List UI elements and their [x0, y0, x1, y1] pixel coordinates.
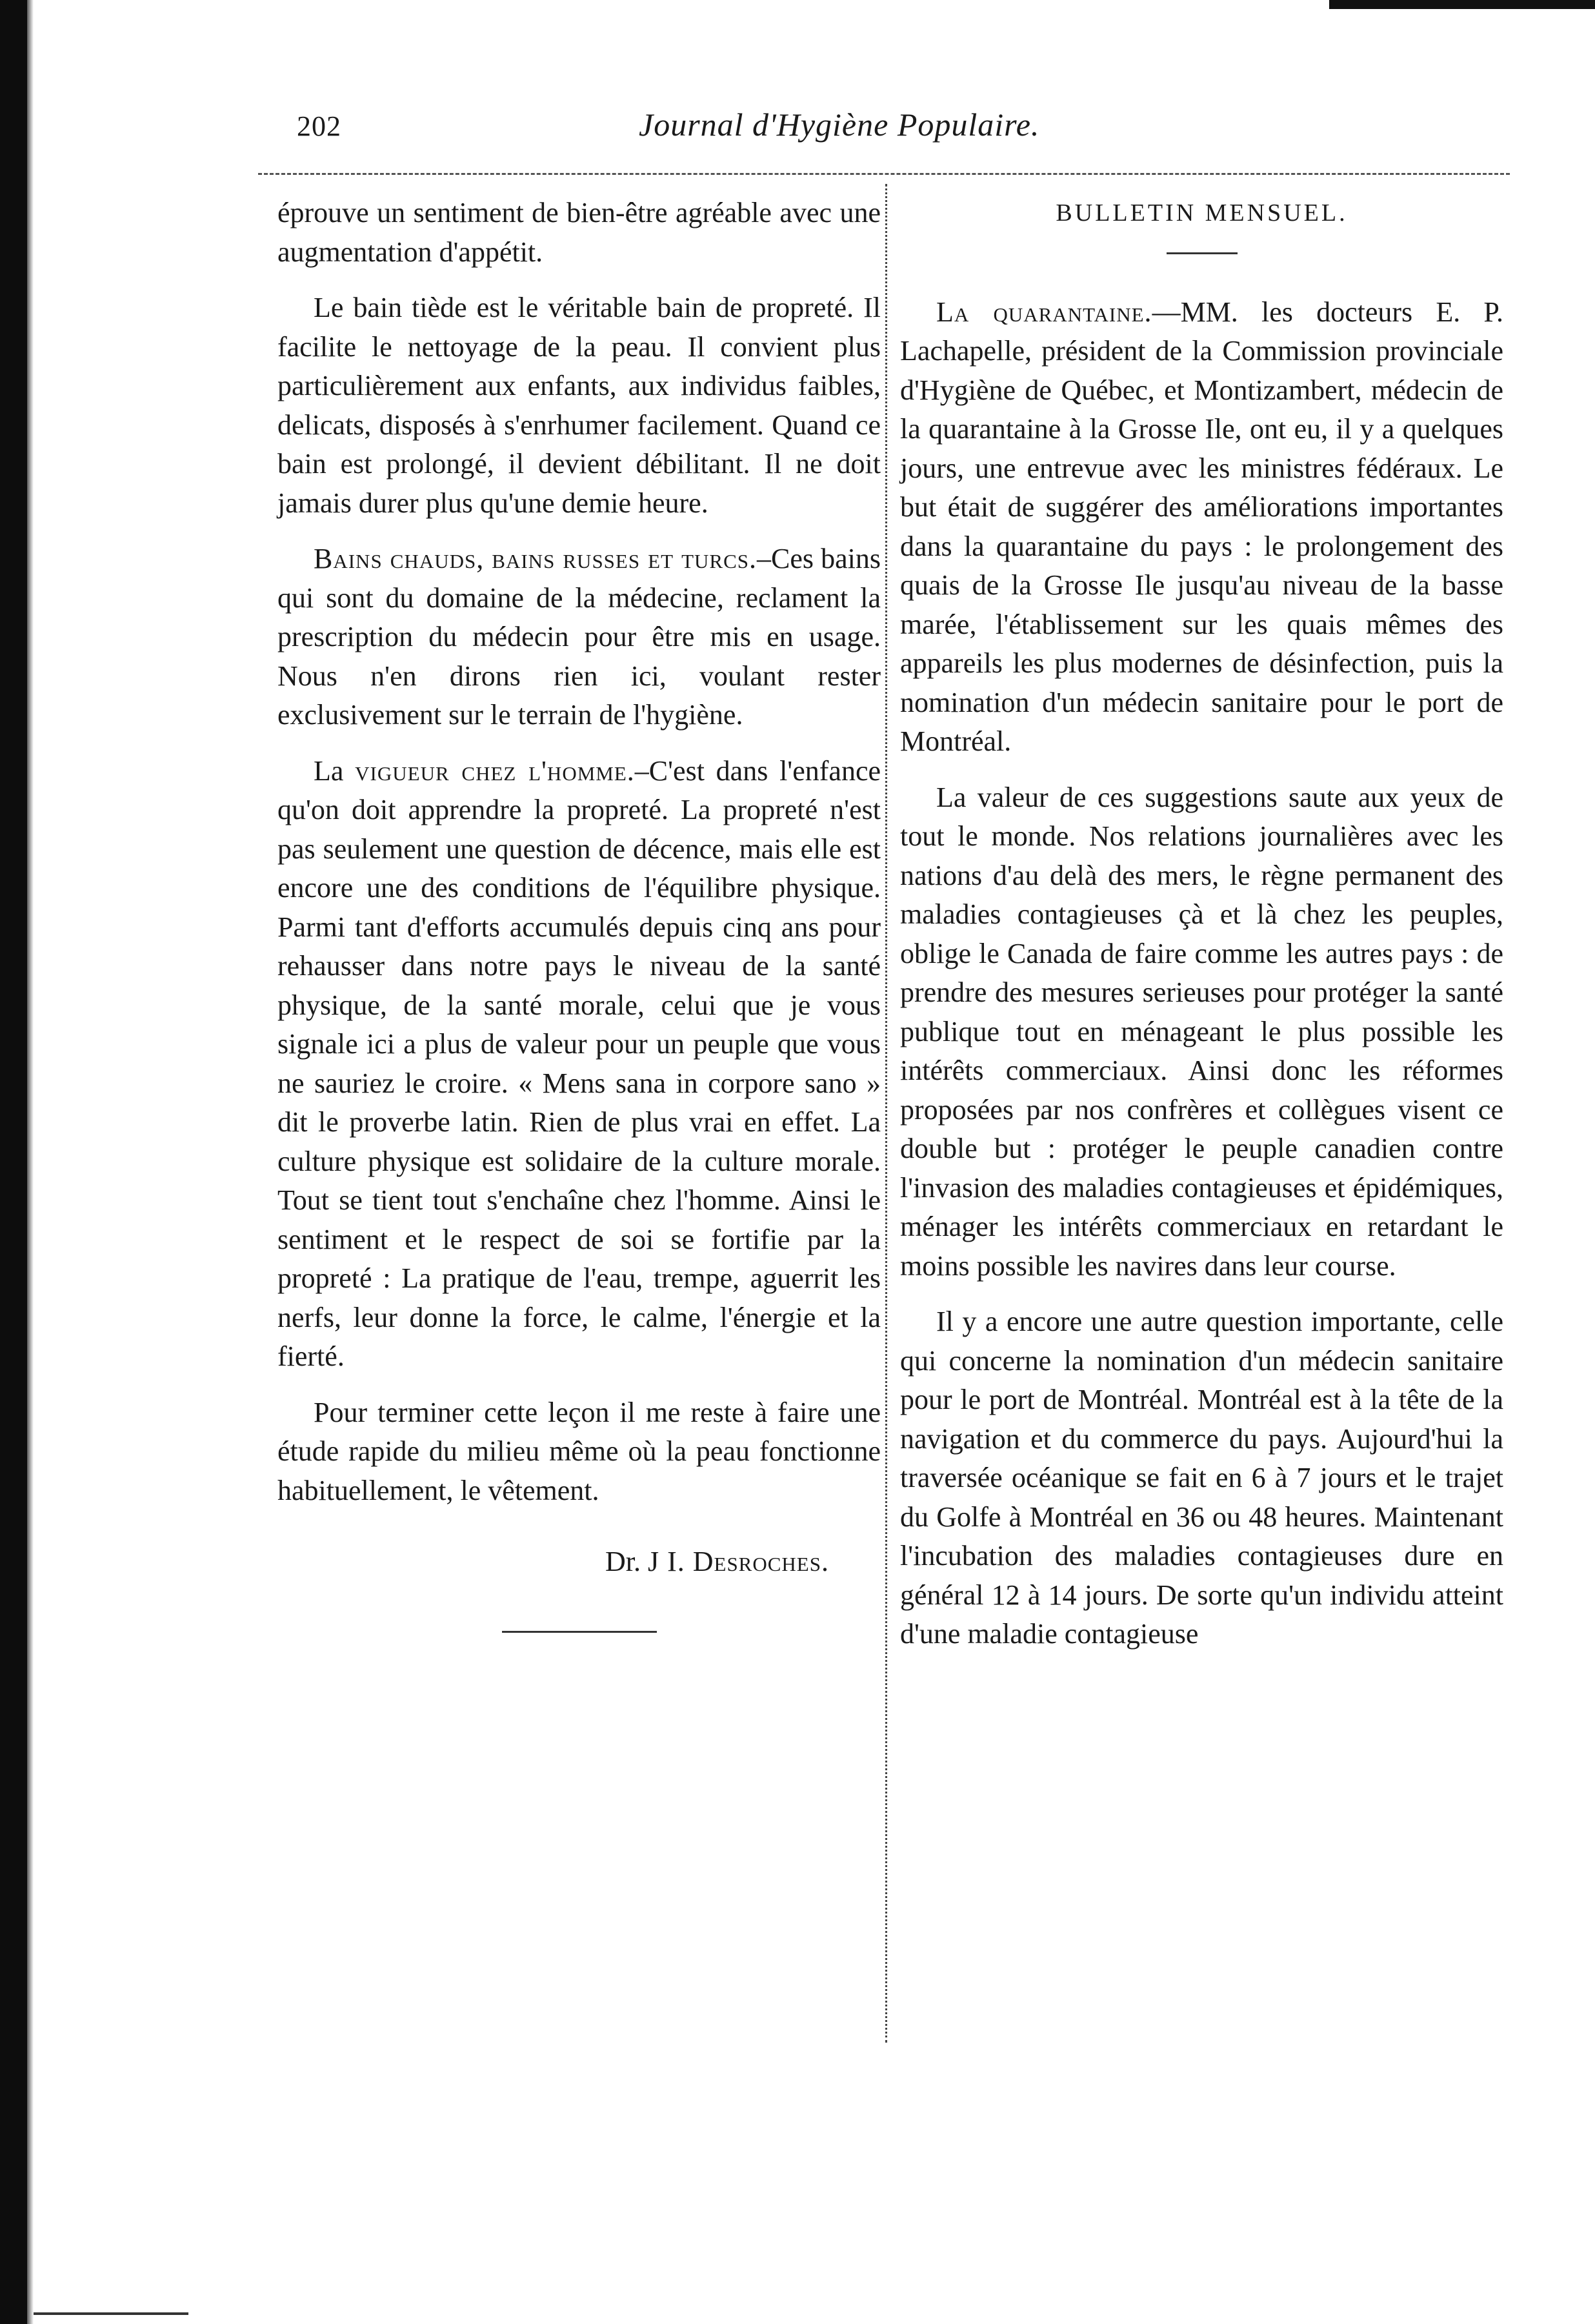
- binding-shadow: [27, 0, 34, 2324]
- paragraph: [900, 293, 1503, 762]
- paragraph: [277, 540, 881, 735]
- signature-name: J I. Desroches.: [647, 1546, 829, 1577]
- left-column: [277, 194, 881, 1633]
- end-rule: [502, 1631, 657, 1633]
- binding-edge: [0, 0, 27, 2324]
- author-signature: [277, 1542, 881, 1582]
- paragraph: éprouve un sentiment de bien-être agréable avec une augmentation d'appétit.: [277, 197, 881, 268]
- paragraph: Pour terminer cette leçon il me reste à faire une étude rapide du milieu même où la peau fonctionne habituellement, le vêtement.: [277, 1396, 881, 1506]
- title-rule: [1167, 252, 1238, 254]
- header-rule: [258, 173, 1510, 175]
- paragraph-body: –Ces bains qui sont du domaine de la médecine, reclament la prescription du médecin pour être mis en usage. Nous n'en dirons rien ici, voulant rester exclusivement sur le terrain de l'hygiène.: [277, 543, 881, 731]
- paragraph-heading: Bains chauds, bains russes et turcs.: [314, 543, 757, 574]
- paragraph-body: —MM. les docteurs E. P. Lachapelle, président de la Commission provinciale d'Hygiène de Québec, et Montizambert, médecin de la quarantaine à la Grosse Ile, ont eu, il y a quelques jours, une entrevue avec les ministres fédéraux. Le but était de suggérer des améliorations importantes dans la quarantaine du pays : le prolongement des quais de la Grosse Ile jusqu'au niveau de la basse marée, l'établissement sur les quais mêmes des appareils les plus modernes de désinfection, puis la nomination d'un médecin sanitaire pour le port de Montréal.: [900, 296, 1503, 757]
- paragraph: [277, 752, 881, 1377]
- scan-bottom-line: [34, 2312, 188, 2315]
- paragraph-heading-lead: La: [314, 754, 356, 787]
- paragraph: Il y a encore une autre question importante, celle qui concerne la nomination d'un médecin sanitaire pour le port de Montréal. Montréal est à la tête de la navigation et du commerce du pays. Aujourd'hui la traversée océanique se fait en 6 à 7 jours et le trajet du Golfe à Montréal en 36 ou 48 heures. Maintenant l'incubation des maladies contagieuses dure en général 12 à 14 jours. De sorte qu'un individu atteint d'une maladie contagieuse: [900, 1306, 1503, 1650]
- page-header: [297, 106, 1097, 155]
- paragraph-heading: vigueur chez l'homme.: [355, 754, 635, 787]
- column-divider: [885, 184, 887, 2043]
- paragraph: Le bain tiède est le véritable bain de propreté. Il facilite le nettoyage de la peau. Il convient plus particulièrement aux enfants, aux individus faibles, delicats, disposés à s'enrhumer facilement. Quand ce bain est prolongé, il devient débilitant. Il ne doit jamais durer plus qu'une demie heure.: [277, 292, 881, 519]
- paragraph-body: –C'est dans l'enfance qu'on doit apprendre la propreté. La propreté n'est pas seulement une question de décence, mais elle est encore une des conditions de l'équilibre physique. Parmi tant d'efforts accumulés depuis cinq ans pour rehausser dans notre pays le niveau de la santé physique, de la santé morale, celui que je vous signale ici a plus de valeur pour un peuple que vous ne sauriez le croire. « Mens sana in corpore sano » dit le proverbe latin. Rien de plus vrai en effet. La culture physique est solidaire de la culture morale. Tout se tient tout s'enchaîne chez l'homme. Ainsi le sentiment et le respect de soi se fortifie par la propreté : La pratique de l'eau, trempe, aguerrit les nerfs, leur donne la force, le calme, l'énergie et la fierté.: [277, 754, 881, 1372]
- right-column: [900, 194, 1503, 1671]
- journal-title: Journal d'Hygiène Populaire.: [639, 106, 1040, 143]
- scan-edge-bar: [1329, 0, 1595, 9]
- signature-title: Dr.: [605, 1546, 648, 1577]
- page-number: 202: [297, 110, 341, 142]
- paragraph: La valeur de ces suggestions saute aux yeux de tout le monde. Nos relations journalières avec les nations d'au delà des mers, le règne permanent des maladies contagieuses çà et là chez les peuples, oblige le Canada de faire comme les autres pays : de prendre des mesures serieuses pour protéger la santé publique tout en ménageant le plus possible les intérêts commerciaux. Ainsi donc les réformes proposées par nos confrères et collègues visent ce double but : protéger le peuple canadien contre l'invasion des maladies contagieuses et épidémiques, ménager les intérêts commerciaux en retardant le moins possible les navires dans leur course.: [900, 781, 1503, 1282]
- paragraph-heading: La quarantaine.: [936, 296, 1152, 328]
- section-title: BULLETIN MENSUEL.: [1056, 199, 1348, 227]
